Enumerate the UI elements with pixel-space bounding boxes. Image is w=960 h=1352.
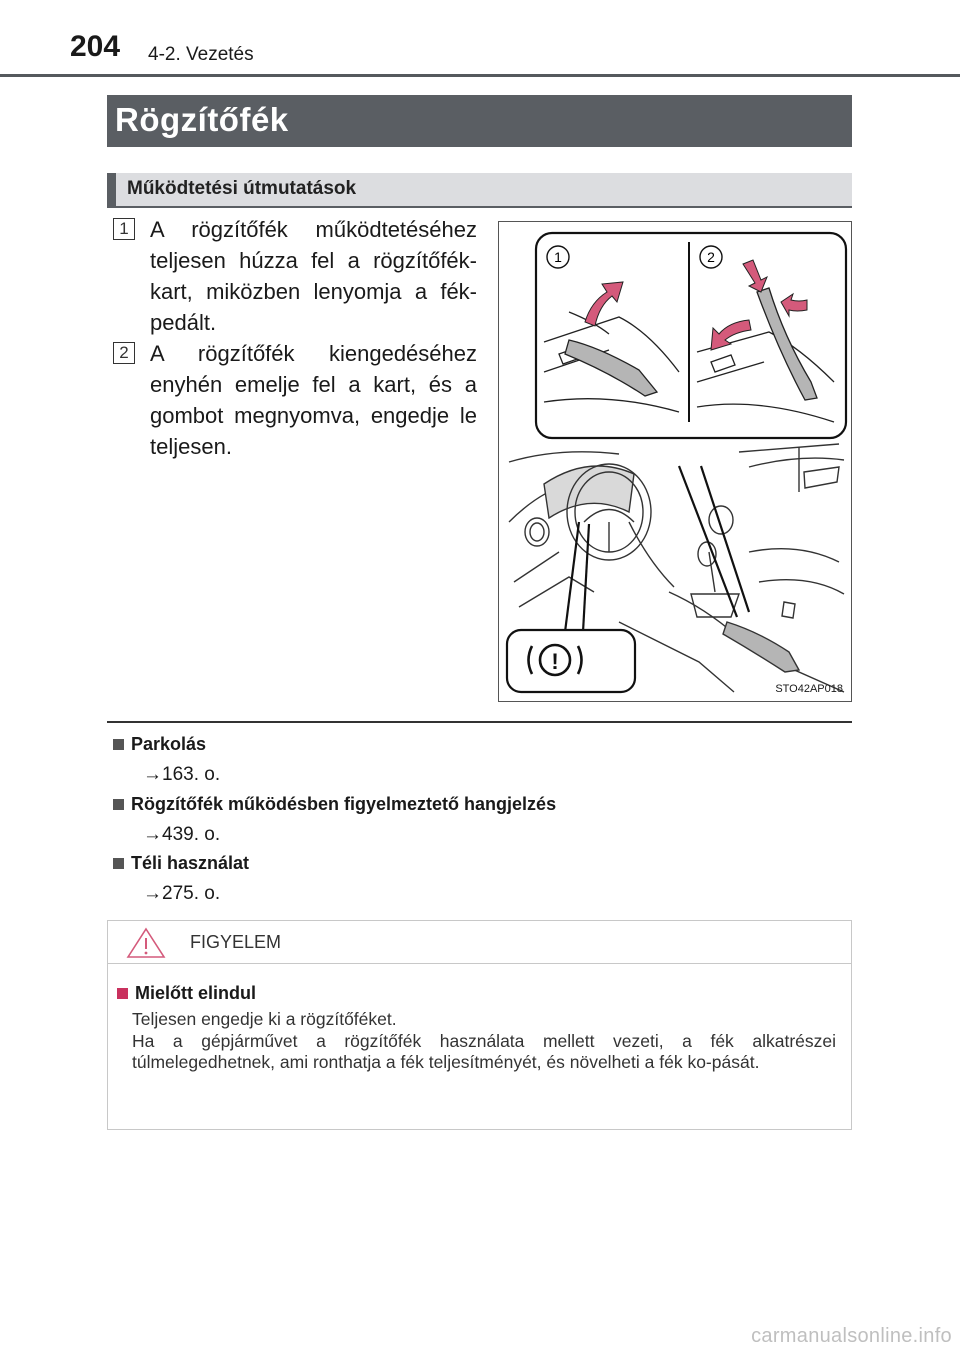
warning-label: FIGYELEM bbox=[190, 932, 282, 952]
warning-triangle-icon bbox=[126, 927, 166, 959]
page-title: Rögzítőfék bbox=[115, 101, 289, 138]
figure-code: STO42AP018 bbox=[775, 683, 843, 695]
page-number: 204 bbox=[70, 30, 121, 63]
page-header bbox=[0, 0, 960, 80]
warning-line-2: Ha a gépjárművet a rögzítőfék használata mellett vezeti, a fék alkatrészei túlmelegedhetnek, ami ronthatja a fék teljesítményét, és növelheti a fék ko-pását. bbox=[132, 1030, 836, 1072]
subsection-marker bbox=[107, 173, 116, 206]
ref-item-brake-buzzer bbox=[113, 794, 556, 846]
section-divider bbox=[107, 721, 852, 723]
warning-header bbox=[108, 921, 851, 964]
step-text: A rögzítőfék kiengedéséhez enyhén emelje fel a kart, és a gombot megnyomva, engedje le teljesen. bbox=[150, 341, 477, 459]
parking-brake-illustration bbox=[498, 221, 852, 702]
ref-page-link[interactable]: →439. o. bbox=[143, 824, 221, 845]
bullet-square bbox=[113, 739, 124, 750]
ref-item-winter-use bbox=[113, 853, 249, 905]
warning-box bbox=[107, 920, 852, 1130]
section-reference: 4-2. Vezetés bbox=[148, 44, 254, 65]
ref-page-link[interactable]: →163. o. bbox=[143, 764, 221, 785]
ref-title: Parkolás bbox=[131, 734, 207, 754]
header-divider bbox=[0, 74, 960, 77]
title-bar bbox=[107, 95, 852, 147]
svg-text:!: ! bbox=[551, 649, 559, 674]
callout-1-label: 1 bbox=[554, 249, 562, 265]
subsection-bar bbox=[107, 173, 852, 208]
ref-item-parking bbox=[113, 734, 220, 786]
step-text: A rögzítőfék működtetéséhez teljesen húzza fel a rögzítőfék-kart, miközben lenyomja a fék-pedált. bbox=[150, 217, 477, 335]
warning-line-1: Teljesen engedje ki a rögzítőféket. bbox=[132, 1009, 397, 1029]
ref-title: Téli használat bbox=[131, 853, 250, 873]
bullet-square bbox=[117, 988, 128, 999]
bullet-square bbox=[113, 858, 124, 869]
warning-body bbox=[132, 1009, 836, 1074]
warning-subtitle bbox=[117, 983, 256, 1004]
subsection-title: Működtetési útmutatások bbox=[127, 178, 357, 199]
warning-subtitle-text: Mielőtt elindul bbox=[135, 983, 256, 1003]
ref-title: Rögzítőfék működésben figyelmeztető hangjelzés bbox=[131, 794, 557, 814]
bullet-square bbox=[113, 799, 124, 810]
step-number: 1 bbox=[113, 218, 135, 240]
illustration-svg bbox=[499, 222, 851, 701]
footer-watermark: carmanualsonline.info bbox=[751, 1325, 952, 1347]
step-number: 2 bbox=[113, 342, 135, 364]
callout-2-label: 2 bbox=[707, 249, 715, 265]
ref-page-link[interactable]: →275. o. bbox=[143, 883, 221, 904]
